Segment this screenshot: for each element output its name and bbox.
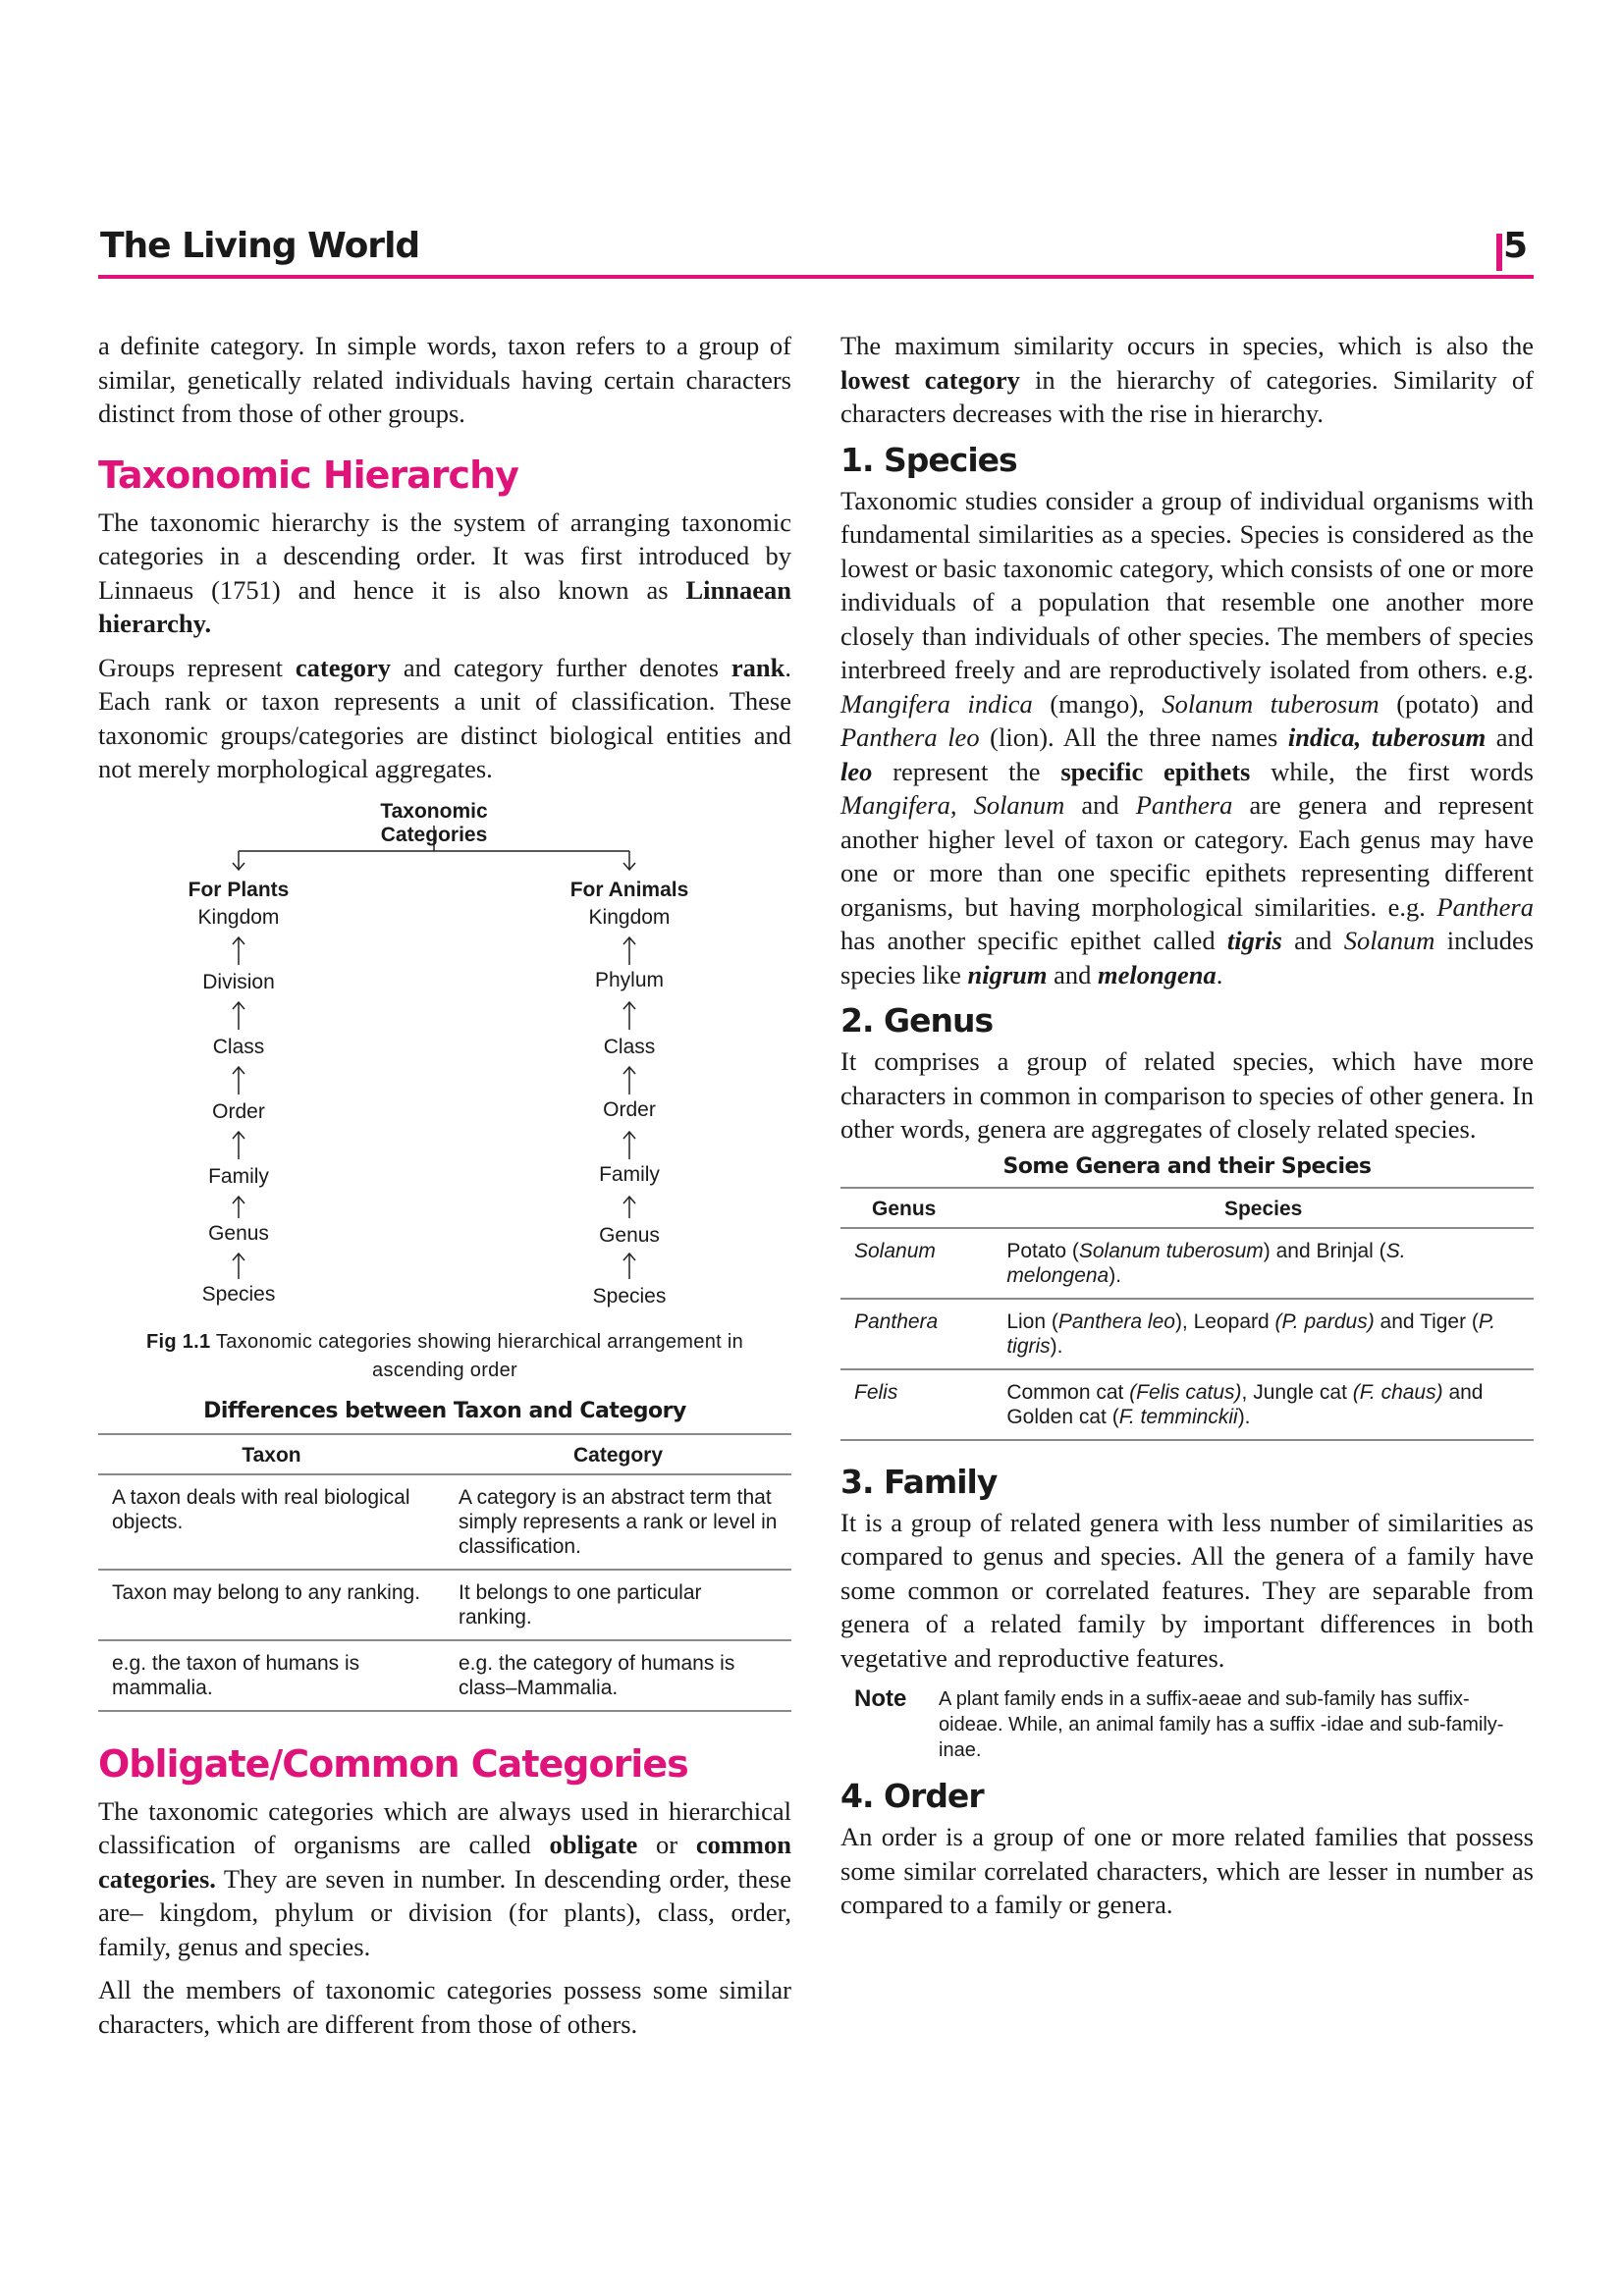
- animal-rank-family: Family: [599, 1162, 660, 1186]
- table-row: [98, 1640, 791, 1711]
- column-header-genus: Genus: [840, 1188, 993, 1228]
- taxonomic-hierarchy-heading: Taxonomic Hierarchy: [98, 453, 518, 497]
- similarity-paragraph: The maximum similarity occurs in species, which is also the lowest category in the hierarchy of categories. Similarity of characters decreases with the rise in hierarchy.: [840, 331, 1534, 428]
- order-paragraph: An order is a group of one or more related families that possess some similar correlated characters, which are lesser in number as compared to a family or genera.: [840, 1822, 1534, 1919]
- plant-rank-family: Family: [208, 1164, 269, 1188]
- table-header-row: [840, 1188, 1534, 1228]
- genus-cell: Panthera: [840, 1299, 993, 1369]
- family-note: [840, 1686, 1534, 1763]
- species-paragraph: Taxonomic studies consider a group of individual organisms with fundamental similarities as a species. Species is considered as the lowest or basic taxonomic category, which consists of one or more individuals of a population that resemble one another more closely than individuals of other species. The members of species interbreed freely and are reproductively isolated from others. e.g. Mangifera indica (mango), Solanum tuberosum (potato) and Panthera leo (lion). All the three names indica, tuberosum and leo represent the specific epithets while, the first words Mangifera, Solanum and Panthera are genera and represent another higher level of taxon or category. Each genus may have one or more than one specific epithets representing different organisms, but having morphological similarities. e.g. Panthera has another specific epithet called tigris and Solanum includes species like nigrum and melongena.: [840, 485, 1535, 989]
- taxon-cell: A taxon deals with real biological objects.: [98, 1474, 445, 1570]
- right-column: [840, 329, 1534, 1922]
- order-heading: 4. Order: [840, 1777, 984, 1815]
- species-cell: Potato (Solanum tuberosum) and Brinjal (S. melongena).: [993, 1228, 1534, 1299]
- animals-title: For Animals: [569, 878, 689, 901]
- diff-table-title: Differences between Taxon and Category: [203, 1398, 686, 1423]
- taxon-cell: e.g. the taxon of humans is mammalia.: [98, 1640, 445, 1711]
- genus-cell: Solanum: [840, 1228, 993, 1299]
- taxon-category-table: [98, 1433, 791, 1712]
- note-label: Note: [854, 1685, 907, 1712]
- hierarchy-paragraph-1: The taxonomic hierarchy is the system of arranging taxonomic categories in a descending order. It was first introduced by Linnaeus (1751) and hence it is also known as Linnaean hierarchy.: [98, 507, 791, 638]
- species-cell: Lion (Panthera leo), Leopard (P. pardus) and Tiger (P. tigris).: [993, 1299, 1534, 1369]
- table-row: [840, 1299, 1534, 1369]
- intro-paragraph: a definite category. In simple words, taxon refers to a group of similar, genetically related individuals having certain characters distinct from those of other groups.: [98, 331, 791, 428]
- column-header-category: Category: [445, 1434, 791, 1474]
- taxonomic-categories-diagram: [98, 800, 791, 1320]
- animal-rank-phylum: Phylum: [594, 968, 665, 991]
- genera-table-title: Some Genera and their Species: [1002, 1153, 1372, 1179]
- column-header-species: Species: [993, 1188, 1534, 1228]
- column-header-taxon: Taxon: [98, 1434, 445, 1474]
- plant-rank-kingdom: Kingdom: [197, 905, 280, 929]
- diagram-root-label: Taxonomic Categories: [380, 799, 488, 846]
- table-row: [840, 1369, 1534, 1440]
- chapter-title: The Living World: [100, 226, 420, 266]
- page-number-bar: [1496, 234, 1502, 271]
- plant-rank-genus: Genus: [208, 1221, 269, 1245]
- obligate-paragraph-2: All the members of taxonomic categories possess some similar characters, which are different from those of others.: [98, 1975, 791, 2039]
- hierarchy-paragraph-2: Groups represent category and category further denotes rank. Each rank or taxon represents a unit of classification. These taxonomic groups/categories are distinct biological entities and not merely morphological aggregates.: [98, 652, 791, 783]
- animal-rank-genus: Genus: [599, 1223, 660, 1247]
- genera-species-table: [840, 1187, 1534, 1441]
- page-header: [98, 224, 1534, 279]
- animal-rank-order: Order: [603, 1097, 656, 1121]
- taxon-cell: Taxon may belong to any ranking.: [98, 1570, 445, 1640]
- genus-cell: Felis: [840, 1369, 993, 1440]
- category-cell: A category is an abstract term that simply represents a rank or level in classification.: [445, 1474, 791, 1570]
- plant-rank-class: Class: [212, 1035, 265, 1058]
- plant-rank-division: Division: [202, 970, 275, 993]
- animal-rank-kingdom: Kingdom: [588, 905, 671, 929]
- table-header-row: [98, 1434, 791, 1474]
- table-row: [840, 1228, 1534, 1299]
- genus-paragraph: It comprises a group of related species, which have more characters in common in comparison to species of other genera. In other words, genera are aggregates of closely related species.: [840, 1046, 1534, 1144]
- plant-rank-order: Order: [212, 1099, 265, 1123]
- left-column: [98, 329, 791, 2041]
- table-row: [98, 1570, 791, 1640]
- family-heading: 3. Family: [840, 1462, 998, 1501]
- obligate-categories-heading: Obligate/Common Categories: [98, 1741, 688, 1786]
- plants-title: For Plants: [188, 878, 290, 901]
- table-row: [98, 1474, 791, 1570]
- category-cell: It belongs to one particular ranking.: [445, 1570, 791, 1640]
- figure-caption: Fig 1.1 Taxonomic categories showing hierarchical arrangement in ascending order: [145, 1330, 743, 1381]
- obligate-paragraph-1: The taxonomic categories which are always used in hierarchical classification of organisms are called obligate or common categories. They are seven in number. In descending order, these are– kingdom, phylum or division (for plants), class, order, family, genus and species.: [98, 1795, 791, 1961]
- family-paragraph: It is a group of related genera with less number of similarities as compared to genus and species. All the genera of a family have some common or correlated features. They are separable from genera of a related family by important differences in both vegetative and reproductive features.: [840, 1507, 1534, 1673]
- species-heading: 1. Species: [840, 440, 1017, 479]
- note-text: A plant family ends in a suffix-aeae and sub-family has suffix-oideae. While, an animal family has a suffix -idae and sub-family-inae.: [939, 1688, 1504, 1761]
- animal-rank-class: Class: [603, 1035, 656, 1058]
- plant-rank-species: Species: [201, 1282, 276, 1306]
- genus-heading: 2. Genus: [840, 1001, 994, 1040]
- species-cell: Common cat (Felis catus), Jungle cat (F. chaus) and Golden cat (F. temminckii).: [993, 1369, 1534, 1440]
- page-number: 5: [1502, 226, 1528, 266]
- category-cell: e.g. the category of humans is class–Mammalia.: [445, 1640, 791, 1711]
- animal-rank-species: Species: [592, 1284, 667, 1308]
